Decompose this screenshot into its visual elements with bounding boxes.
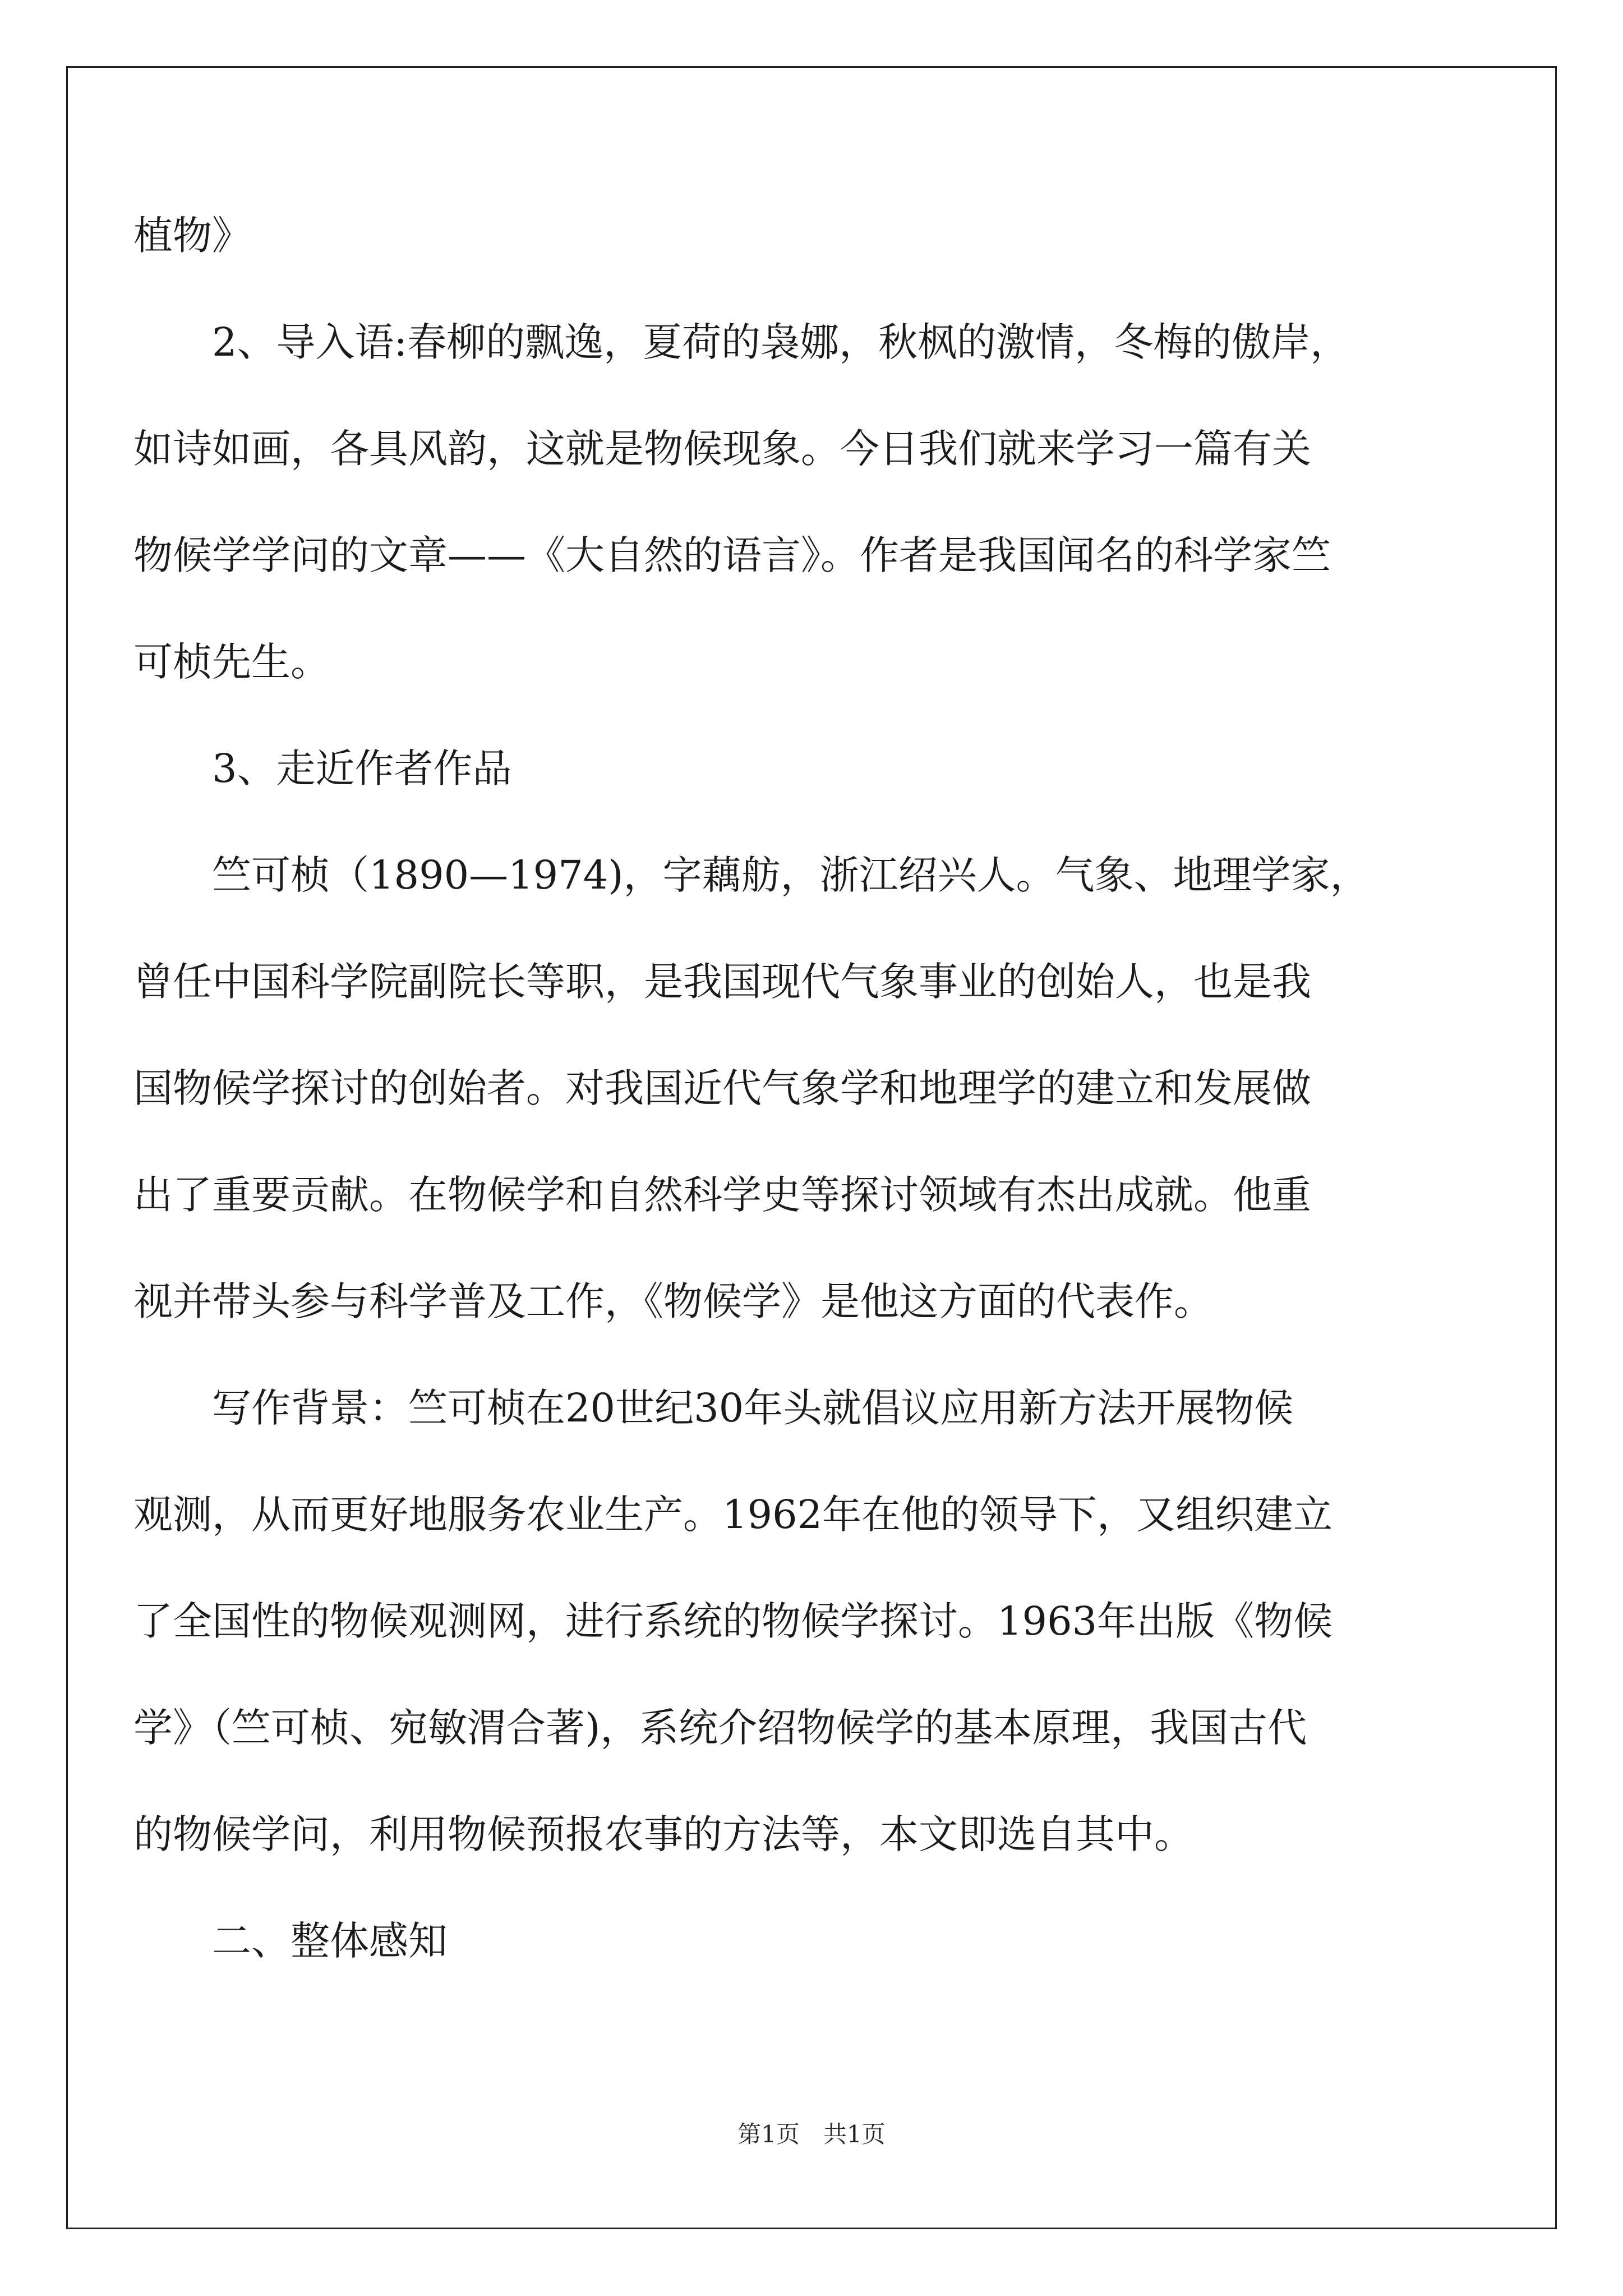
text-line: 曾任中国科学院副院长等职，是我国现代气象事业的创始人，也是我 [133, 959, 1311, 1005]
text-line: 竺可桢（1890—1974)，字藕舫，浙江绍兴人。气象、地理学家， [212, 852, 1370, 898]
text-line: 的物候学问，利用物候预报农事的方法等，本文即选自其中。 [133, 1811, 1193, 1857]
text-line: 了全国性的物候观测网，进行系统的物候学探讨。1963年出版《物候 [133, 1598, 1333, 1644]
section-heading: 3、走近作者作品 [212, 746, 512, 792]
text-line: 2、导入语:春柳的飘逸，夏荷的袅娜，秋枫的激情，冬梅的傲岸， [212, 319, 1350, 365]
text-line: 如诗如画，各具风韵，这就是物候现象。今日我们就来学习一篇有关 [133, 426, 1311, 472]
text-line: 出了重要贡献。在物候学和自然科学史等探讨领域有杰出成就。他重 [133, 1172, 1311, 1218]
text-line: 植物》 [133, 213, 251, 259]
text-line: 可桢先生。 [133, 639, 330, 685]
section-heading: 二、整体感知 [212, 1918, 448, 1964]
page-number: 第1页 共1页 [737, 2120, 886, 2148]
text-line: 观测，从而更好地服务农业生产。1962年在他的领导下，又组织建立 [133, 1492, 1333, 1538]
page-frame [66, 66, 1557, 2229]
text-line: 写作背景：竺可桢在20世纪30年头就倡议应用新方法开展物候 [212, 1385, 1294, 1431]
text-line: 视并带头参与科学普及工作，《物候学》是他这方面的代表作。 [133, 1278, 1213, 1324]
text-line: 学》（竺可桢、宛敏渭合著)，系统介绍物候学的基本原理，我国古代 [133, 1705, 1307, 1751]
text-line: 物候学学问的文章——《大自然的语言》。作者是我国闻名的科学家竺 [133, 532, 1331, 578]
text-line: 国物候学探讨的创始者。对我国近代气象学和地理学的建立和发展做 [133, 1065, 1311, 1111]
